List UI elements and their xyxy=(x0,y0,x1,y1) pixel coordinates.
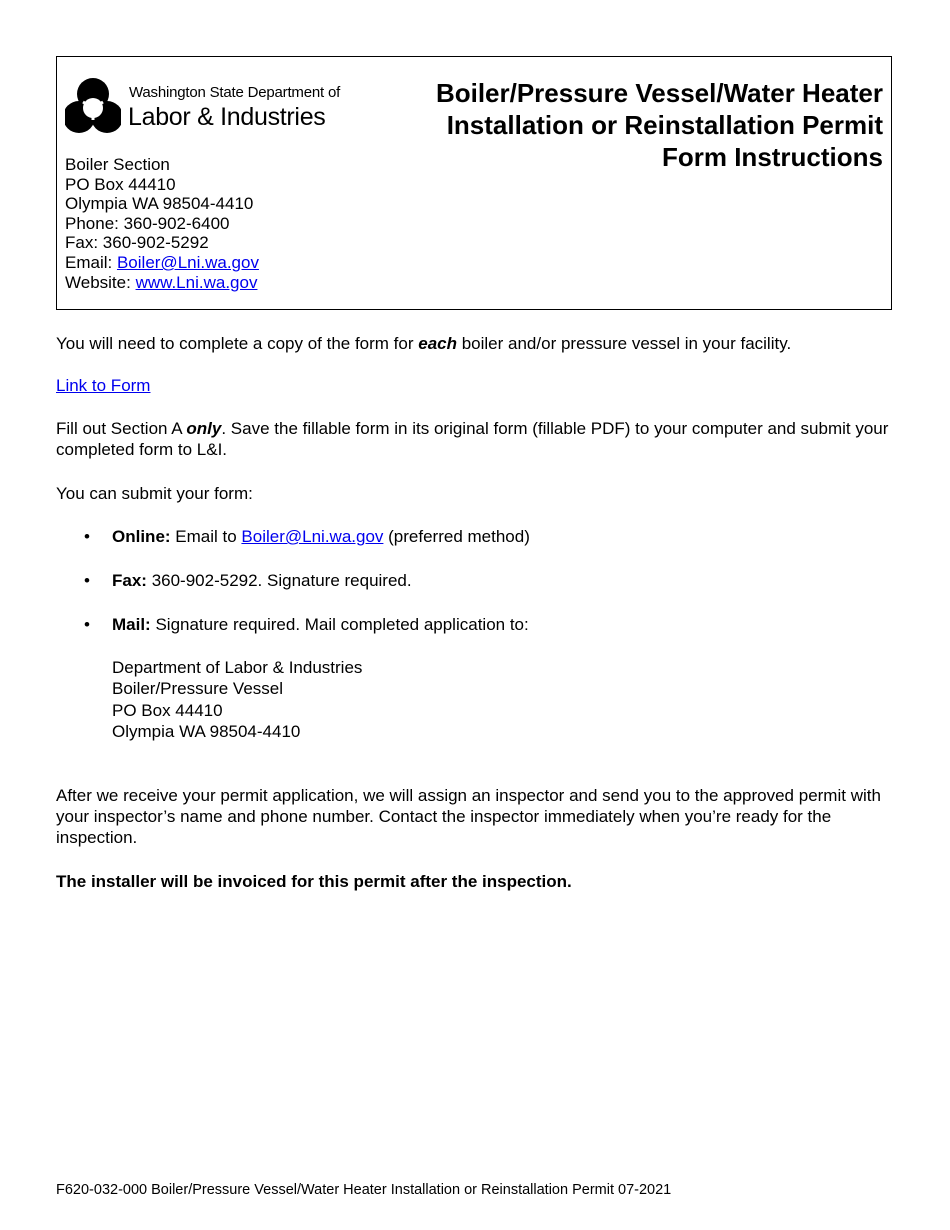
contact-fax: Fax: 360-902-5292 xyxy=(65,233,209,253)
contact-po-box: PO Box 44410 xyxy=(65,174,176,194)
online-email-link[interactable]: Boiler@Lni.wa.gov xyxy=(241,527,384,546)
contact-email-link[interactable]: Boiler@Lni.wa.gov xyxy=(116,252,259,272)
mail-address-line1: Department of Labor & Industries xyxy=(112,658,363,677)
submit-heading: You can submit your form: xyxy=(56,484,253,503)
title-line3: Form Instructions xyxy=(661,142,883,172)
lni-logo-icon xyxy=(65,75,121,139)
mail-address xyxy=(112,657,362,742)
online-label: Online: xyxy=(112,527,171,546)
header-box xyxy=(56,56,892,310)
title-line1: Boiler/Pressure Vessel/Water Heater xyxy=(435,78,883,108)
contact-website-row xyxy=(65,273,259,293)
mail-address-line4: Olympia WA 98504-4410 xyxy=(112,721,301,741)
agency-name-line1: Washington State Department of xyxy=(129,84,341,101)
bullet-icon: • xyxy=(84,527,90,546)
contact-city: Olympia WA 98504-4410 xyxy=(65,194,254,214)
after-receive-paragraph: After we receive your permit application, we will assign an inspector and send you to the approved permit with your inspector’s name and phone number. Contact the inspector immediately when you’re ready for the inspection. xyxy=(56,786,881,847)
form-footer: F620-032-000 Boiler/Pressure Vessel/Water Heater Installation or Reinstallation Permit 07-2021 xyxy=(56,1182,672,1198)
mail-address-line3: PO Box 44410 xyxy=(112,700,223,720)
contact-website-label: Website: xyxy=(65,272,136,292)
bullet-icon: • xyxy=(84,571,90,590)
contact-phone: Phone: 360-902-6400 xyxy=(65,213,230,233)
intro-emphasis: each xyxy=(418,334,457,353)
intro-paragraph: You will need to complete a copy of the form for each boiler and/or pressure vessel in your facility. xyxy=(56,334,792,353)
mail-address-line2: Boiler/Pressure Vessel xyxy=(112,679,284,699)
fax-label: Fax: xyxy=(112,571,147,590)
invoice-note: The installer will be invoiced for this permit after the inspection. xyxy=(56,872,572,891)
mail-label: Mail: xyxy=(112,615,151,634)
contact-section: Boiler Section xyxy=(65,155,170,174)
contact-email-row xyxy=(65,253,259,273)
link-to-form[interactable]: Link to Form xyxy=(56,376,151,395)
link-to-form-row xyxy=(56,375,896,396)
agency-name-line2: Labor & Industries xyxy=(128,103,326,131)
contact-email-label: Email: xyxy=(65,252,117,272)
page-title xyxy=(363,77,883,173)
contact-block xyxy=(65,155,259,292)
fill-emphasis: only xyxy=(186,419,222,438)
fill-paragraph: Fill out Section A only. Save the fillable form in its original form (fillable PDF) to your computer and submit your completed form to L&I. xyxy=(56,419,889,459)
contact-website-link[interactable]: www.Lni.wa.gov xyxy=(135,272,258,292)
bullet-icon: • xyxy=(84,615,90,634)
title-line2: Installation or Reinstallation Permit xyxy=(446,110,883,140)
lni-logo xyxy=(65,75,345,139)
